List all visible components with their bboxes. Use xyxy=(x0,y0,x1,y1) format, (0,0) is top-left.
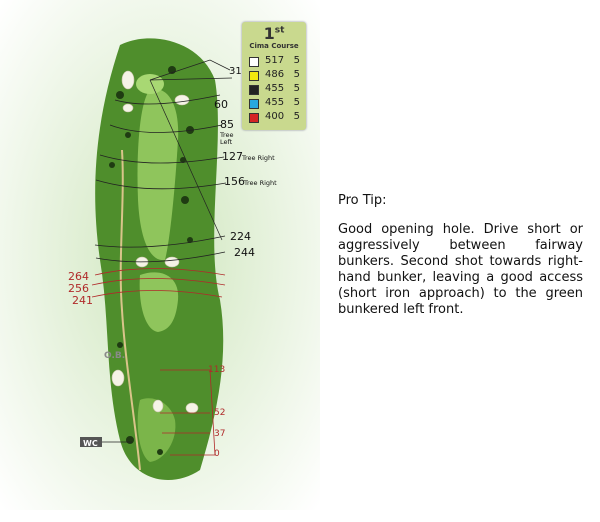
distance-224: 224 xyxy=(230,230,251,243)
course-name: Cima Course xyxy=(249,42,299,50)
distance-85: 85 xyxy=(220,118,234,131)
distance-0: 0 xyxy=(214,449,220,459)
tee-black-yards: 455 xyxy=(265,83,285,94)
tee-red-swatch xyxy=(249,113,259,123)
tee-white-swatch xyxy=(249,57,259,67)
tee-yellow xyxy=(247,68,303,82)
tee-yellow-par: 5 xyxy=(293,69,300,80)
distance-85-note-2: Left xyxy=(220,138,233,146)
tee-red-yards: 400 xyxy=(265,111,285,122)
distance-241: 241 xyxy=(72,294,93,307)
distance-60: 60 xyxy=(214,98,228,111)
tee-black xyxy=(247,82,303,96)
tee-yellow-yards: 486 xyxy=(265,69,285,80)
tee-black-par: 5 xyxy=(293,83,300,94)
distance-264: 264 xyxy=(68,270,89,283)
ob-label: O.B. xyxy=(104,351,126,361)
distance-52: 52 xyxy=(214,408,226,418)
tee-black-swatch xyxy=(249,85,259,95)
distance-256: 256 xyxy=(68,282,89,295)
wc-label: WC xyxy=(83,439,98,448)
distance-244: 244 xyxy=(234,246,255,259)
tee-red xyxy=(247,110,303,124)
distance-37: 37 xyxy=(214,429,226,439)
tee-white-yards: 517 xyxy=(265,55,285,66)
distance-31: 31 xyxy=(229,66,242,77)
tee-yellow-swatch xyxy=(249,71,259,81)
tee-blue-par: 5 xyxy=(293,97,300,108)
tee-blue-yards: 455 xyxy=(265,97,285,108)
scorecard xyxy=(242,22,306,130)
distance-156: 156 xyxy=(224,175,245,188)
hole-number: 1st xyxy=(263,24,285,43)
tee-blue-swatch xyxy=(249,99,259,109)
pro-tip-title: Pro Tip: xyxy=(338,193,387,208)
distance-127: 127 xyxy=(222,150,243,163)
tee-white-par: 5 xyxy=(293,55,300,66)
distance-85-note-1: Tree xyxy=(220,131,234,139)
distance-156-note: Tree Right xyxy=(244,179,277,187)
tee-red-par: 5 xyxy=(293,111,300,122)
distance-113: 113 xyxy=(208,365,226,375)
tee-blue xyxy=(247,96,303,110)
distance-127-note: Tree Right xyxy=(242,154,275,162)
tee-white xyxy=(247,54,303,68)
pro-tip-body: Good opening hole. Drive short or aggressively between fairway bunkers. Second shot towards right-hand bunker, leaving a good access (short iron approach) to the green bunkered left front. xyxy=(338,222,583,317)
